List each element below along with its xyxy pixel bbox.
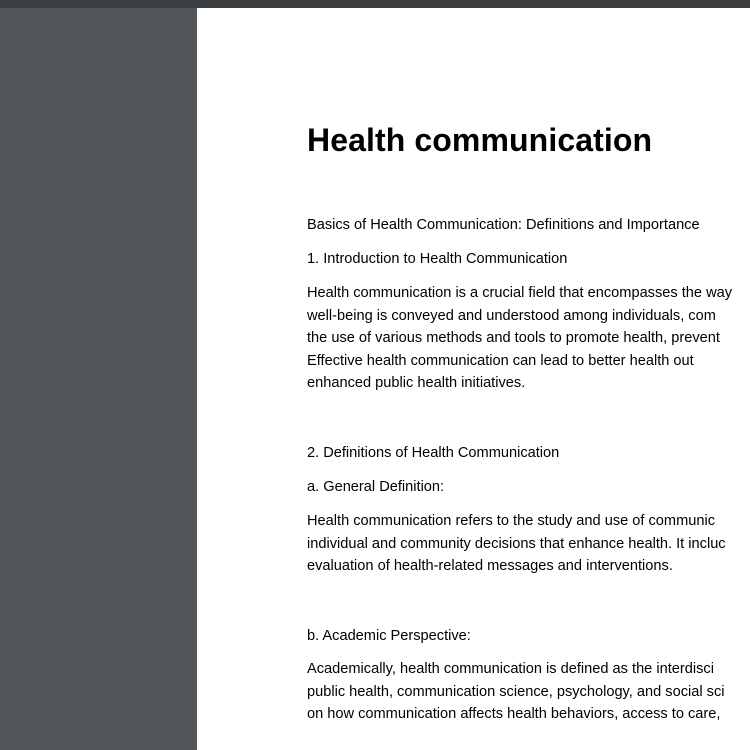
paragraph-line: individual and community decisions that enhance health. It incluc [307, 535, 726, 552]
paragraph-line: on how communication affects health behaviors, access to care, [307, 706, 721, 722]
paragraph-line: Health communication refers to the study and use of communic [307, 513, 716, 529]
subsection-a-paragraph [307, 510, 750, 578]
paragraph-line: Health communication is a crucial field that encompasses the way [307, 285, 733, 301]
paragraph-line: enhanced public health initiatives. [307, 375, 526, 391]
paragraph-line: the use of various methods and tools to promote health, prevent [307, 330, 720, 346]
paragraph-line: evaluation of health-related messages and interventions. [307, 558, 673, 574]
document-title: Health communication [307, 122, 653, 158]
section-2-heading: 2. Definitions of Health Communication [307, 445, 560, 461]
document-subtitle: Basics of Health Communication: Definitions and Importance [307, 217, 700, 233]
paragraph-line: well-being is conveyed and understood among individuals, com [307, 307, 716, 324]
paragraph-line: public health, communication science, psychology, and social sci [307, 683, 725, 700]
subsection-b-heading: b. Academic Perspective: [307, 628, 471, 644]
section-1-paragraph [307, 282, 750, 395]
paragraph-line: Effective health communication can lead to better health out [307, 352, 694, 369]
viewer-toolbar-strip [0, 0, 750, 8]
subsection-a-heading: a. General Definition: [307, 479, 445, 495]
document-page [197, 8, 750, 750]
section-1-heading: 1. Introduction to Health Communication [307, 251, 568, 267]
subsection-b-paragraph [307, 658, 750, 726]
paragraph-line: Academically, health communication is defined as the interdisci [307, 661, 714, 677]
